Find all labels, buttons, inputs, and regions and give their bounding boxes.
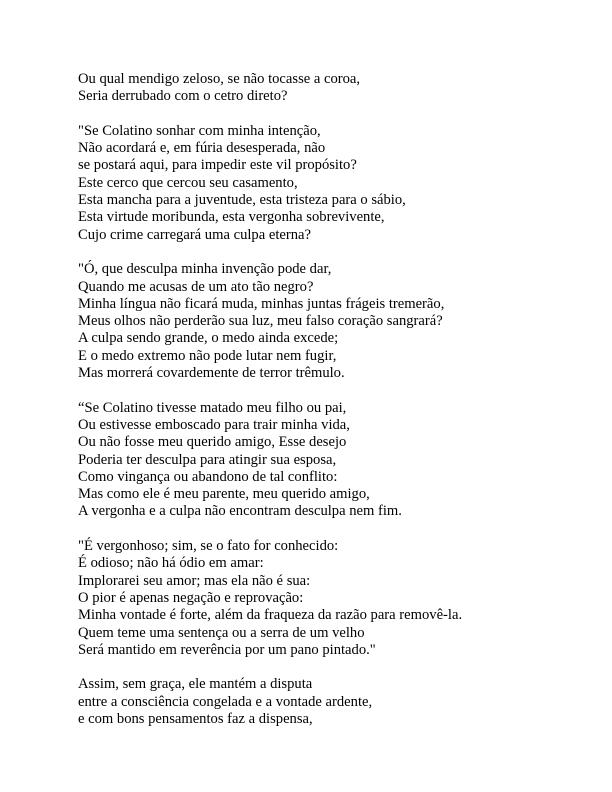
poem-line: Minha língua não ficará muda, minhas juntas frágeis tremerão, (78, 295, 445, 312)
poem-line: Meus olhos não perderão sua luz, meu falso coração sangrará? (78, 313, 443, 330)
poem-line: É odioso; não há ódio em amar: (78, 555, 264, 572)
poem-line: “Se Colatino tivesse matado meu filho ou pai, (78, 399, 347, 416)
poem-line: Esta mancha para a juventude, esta tristeza para o sábio, (78, 192, 406, 209)
poem-line: Esta virtude moribunda, esta vergonha sobrevivente, (78, 209, 385, 226)
poem-line: Será mantido em reverência por um pano pintado." (78, 641, 376, 658)
poem-line: E o medo extremo não pode lutar nem fugir, (78, 347, 337, 364)
poem-line: Implorarei seu amor; mas ela não é sua: (78, 572, 311, 589)
poem-line: "É vergonhoso; sim, se o fato for conhecido: (78, 538, 339, 555)
stanza (78, 261, 578, 382)
stanza (78, 400, 578, 521)
poem-line: Não acordará e, em fúria desesperada, não (78, 140, 326, 157)
stanza (78, 538, 578, 659)
poem-line: Assim, sem graça, ele mantém a disputa (78, 676, 313, 693)
poem-line: Poderia ter desculpa para atingir sua esposa, (78, 451, 337, 468)
poem-line: entre a consciência congelada e a vontade ardente, (78, 693, 373, 710)
poem-line: Minha vontade é forte, além da fraqueza da razão para removê-la. (78, 607, 463, 624)
poem-line: Mas morrerá covardemente de terror trêmulo. (78, 365, 345, 382)
poem-line: Mas como ele é meu parente, meu querido amigo, (78, 486, 370, 503)
poem-line: Seria derrubado com o cetro direto? (78, 88, 288, 105)
poem-line: Ou qual mendigo zeloso, se não tocasse a coroa, (78, 71, 361, 87)
poem-line: A vergonha e a culpa não encontram desculpa nem fim. (78, 503, 402, 520)
poem-line: "Se Colatino sonhar com minha intenção, (78, 122, 321, 139)
poem-line: Quando me acusas de um ato tão negro? (78, 278, 314, 295)
stanza (78, 676, 578, 728)
stanza (78, 123, 578, 244)
poem-line: se postará aqui, para impedir este vil propósito? (78, 157, 357, 174)
poem-line: Quem teme uma sentença ou a serra de um velho (78, 624, 365, 641)
poem-line: O pior é apenas negação e reprovação: (78, 589, 304, 606)
poem-line: Ou não fosse meu querido amigo, Esse desejo (78, 434, 347, 451)
poem-line: "Ó, que desculpa minha invenção pode dar, (78, 261, 332, 278)
poem-line: e com bons pensamentos faz a dispensa, (78, 710, 313, 727)
poem-text (78, 71, 578, 746)
poem-line: Como vingança ou abandono de tal conflito: (78, 468, 338, 485)
poem-line: Este cerco que cercou seu casamento, (78, 174, 298, 191)
poem-line: Ou estivesse emboscado para trair minha vida, (78, 416, 350, 433)
poem-line: Cujo crime carregará uma culpa eterna? (78, 226, 311, 243)
poem-line: A culpa sendo grande, o medo ainda excede; (78, 330, 339, 347)
stanza (78, 71, 578, 106)
